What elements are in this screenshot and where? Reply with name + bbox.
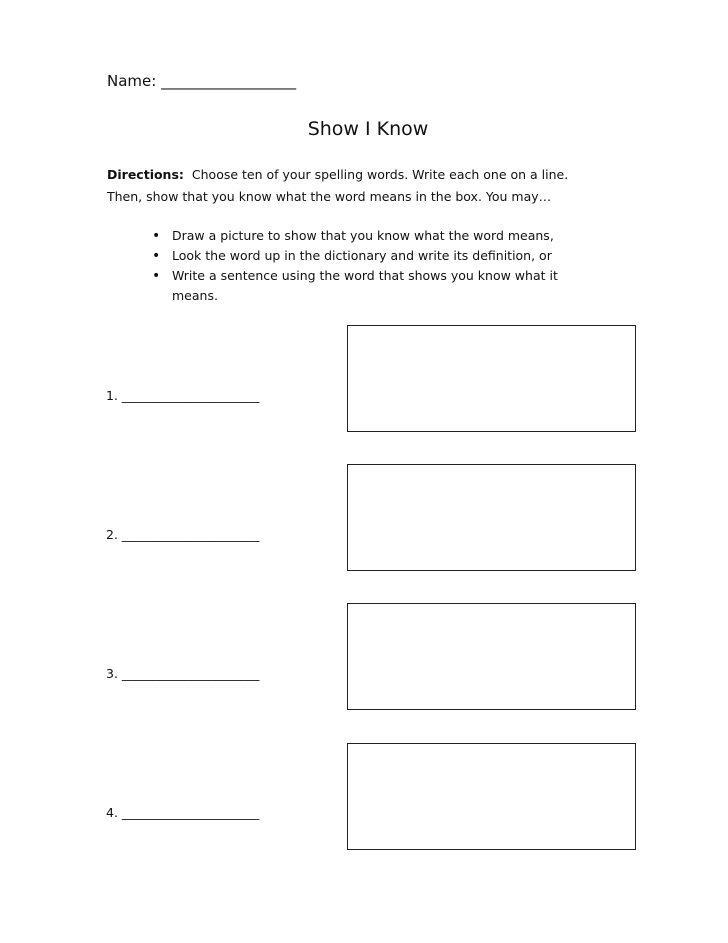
word-line-3[interactable]: 3. ______________________ bbox=[106, 666, 260, 681]
meaning-box-4[interactable] bbox=[347, 743, 636, 850]
bullet-icon: • bbox=[152, 268, 161, 284]
directions-text-2: Then, show that you know what the word means in the box. You may… bbox=[107, 189, 552, 204]
directions-line-1 bbox=[107, 164, 607, 186]
option-item bbox=[150, 226, 590, 246]
bullet-icon: • bbox=[152, 248, 161, 264]
meaning-box-2[interactable] bbox=[347, 464, 636, 571]
option-item bbox=[150, 246, 590, 266]
directions-block bbox=[107, 164, 607, 208]
page-title: Show I Know bbox=[307, 118, 429, 140]
name-field-line[interactable]: Name: __________________ bbox=[107, 72, 297, 90]
options-list bbox=[150, 226, 590, 306]
option-text: Write a sentence using the word that shows you know what it means. bbox=[172, 268, 558, 303]
directions-text-1: Choose ten of your spelling words. Write each one on a line. bbox=[191, 167, 569, 182]
word-line-4[interactable]: 4. ______________________ bbox=[106, 805, 260, 820]
directions-label: Directions: bbox=[107, 167, 184, 182]
option-text: Draw a picture to show that you know what the word means, bbox=[172, 228, 554, 243]
option-item bbox=[150, 266, 590, 306]
meaning-box-1[interactable] bbox=[347, 325, 636, 432]
meaning-box-3[interactable] bbox=[347, 603, 636, 710]
bullet-icon: • bbox=[152, 228, 161, 244]
word-line-2[interactable]: 2. ______________________ bbox=[106, 527, 260, 542]
word-line-1[interactable]: 1. ______________________ bbox=[106, 388, 260, 403]
option-text: Look the word up in the dictionary and write its definition, or bbox=[172, 248, 552, 263]
